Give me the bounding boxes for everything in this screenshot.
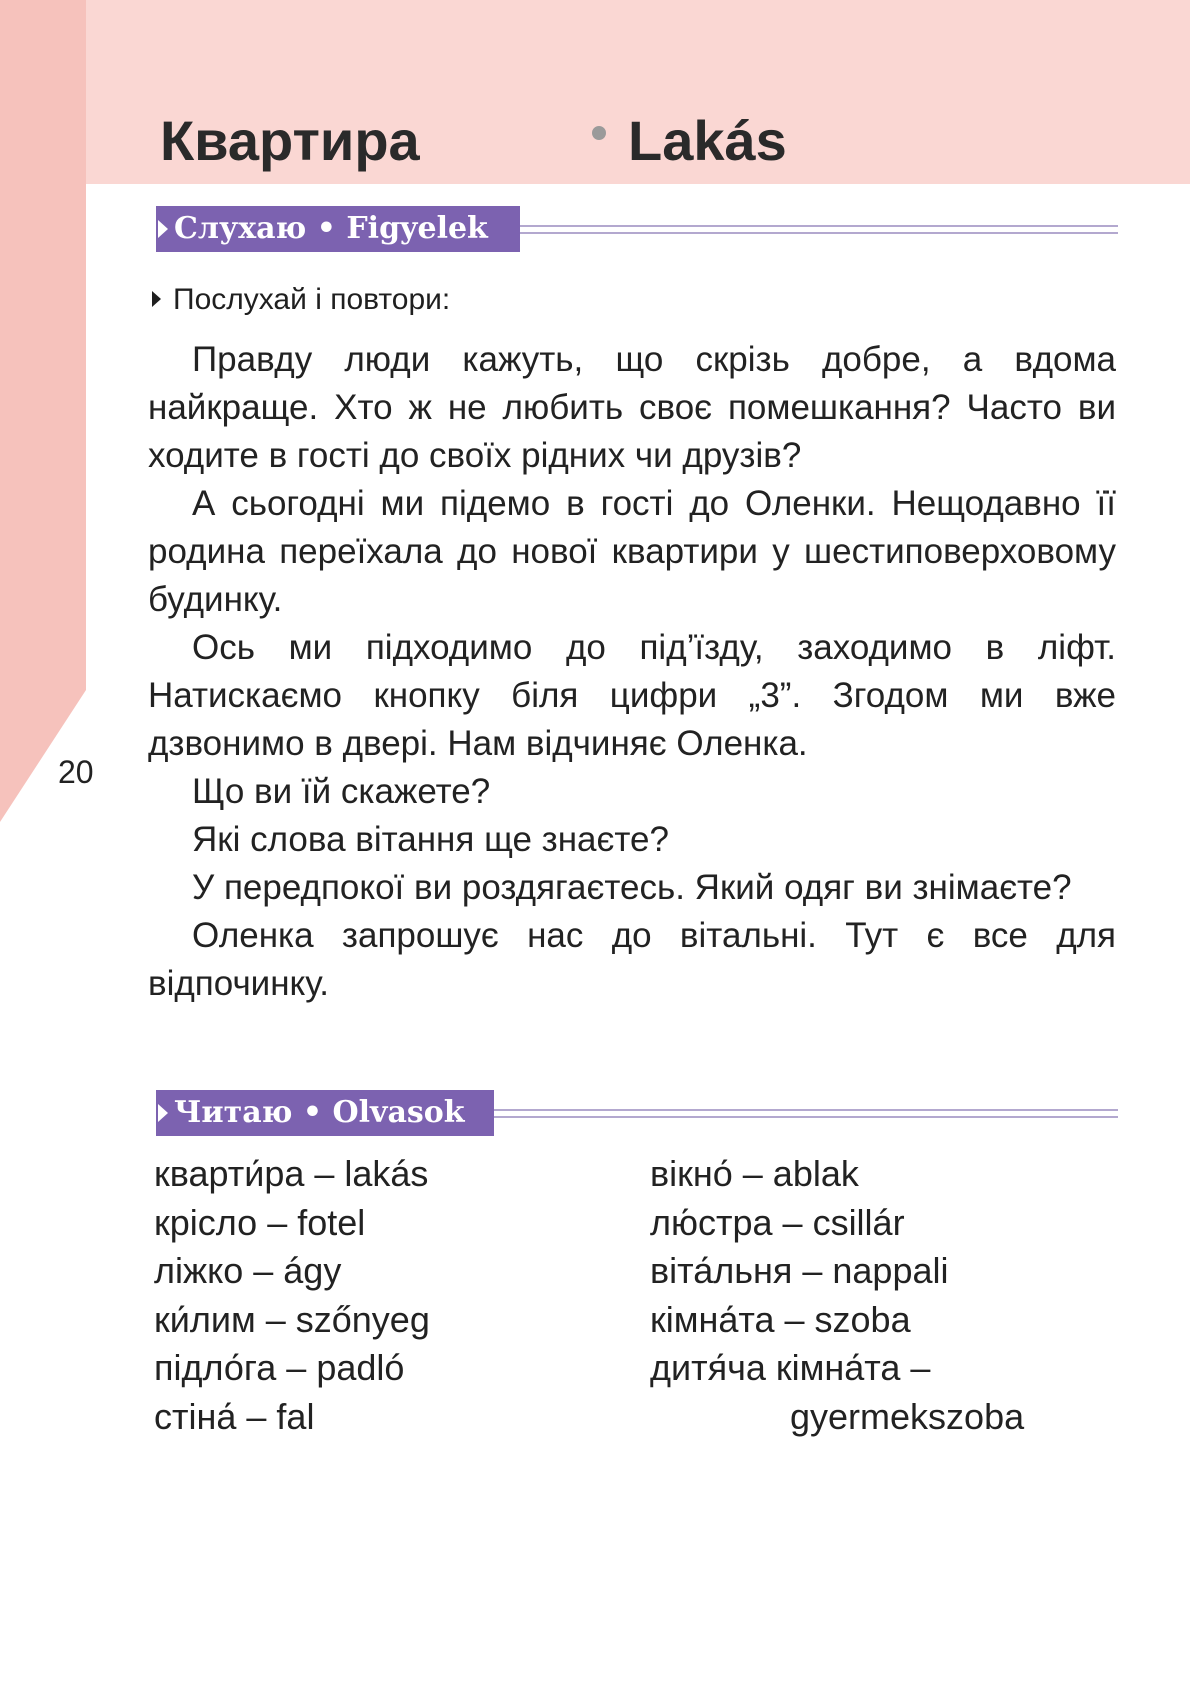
- listen-section-label: Слухаю • Figyelek: [174, 211, 488, 246]
- section-rule: [494, 1116, 1118, 1118]
- story-paragraph: Ось ми підходимо до під’їзду, заходимо в ліфт. Натискаємо кнопку біля цифри „3”. Згодом ми вже дзвонимо в двері. Нам відчиняє Оленка.: [148, 628, 1116, 763]
- story-text: [148, 336, 1116, 1008]
- title-separator-dot: [592, 126, 606, 140]
- story-paragraph: Оленка запрошує нас до вітальні. Тут є все для відпочинку.: [148, 916, 1116, 1003]
- page-title-ukrainian: Квартира: [160, 109, 420, 172]
- read-section-label: Читаю • Olvasok: [174, 1095, 465, 1130]
- story-paragraph: У передпокої ви роздягаєтесь. Який одяг ви знімаєте?: [192, 868, 1072, 907]
- vocabulary-item: стіна́ – fal: [154, 1395, 315, 1437]
- vocabulary-item: лю́стра – csillár: [650, 1201, 905, 1243]
- story-paragraph: Що ви їй скажете?: [192, 772, 491, 811]
- story-paragraph: Які слова вітання ще знаєте?: [192, 820, 669, 859]
- section-rule: [494, 1109, 1118, 1111]
- story-paragraph: Правду люди кажуть, що скрізь добре, а вдома найкраще. Хто ж не любить своє помешкання? Часто ви ходите в гості до своїх рідних чи друзів?: [148, 340, 1116, 475]
- instruction: [152, 280, 450, 320]
- page-number: 20: [58, 754, 94, 790]
- read-section-header: [156, 1090, 494, 1136]
- vocabulary-item: ки́лим – szőnyeg: [154, 1298, 430, 1340]
- bullet-arrow-icon: [152, 291, 161, 307]
- vocabulary-item: віта́льня – nappali: [650, 1250, 949, 1291]
- vocabulary-item-continuation: gyermekszoba: [790, 1395, 1025, 1437]
- vocabulary-item: підло́га – padló: [154, 1347, 405, 1388]
- section-rule: [520, 225, 1118, 227]
- vocabulary-item: ліжко – ágy: [154, 1250, 342, 1291]
- vocabulary-item: крісло – fotel: [154, 1201, 366, 1243]
- instruction-text: Послухай і повтори:: [173, 283, 451, 316]
- vocabulary-item: вікно́ – ablak: [650, 1153, 859, 1194]
- listen-section-header: [156, 206, 520, 252]
- vocabulary-item: кварти́ра – lakás: [154, 1153, 429, 1194]
- vocabulary-item: кімна́та – szoba: [650, 1298, 911, 1340]
- section-rule: [520, 232, 1118, 234]
- arrow-icon: [158, 1104, 168, 1122]
- vocabulary-list-left: [154, 1150, 430, 1441]
- story-paragraph: А сьогодні ми підемо в гості до Оленки. Нещодавно її родина переїхала до нової квартири у шестиповерховому будинку.: [148, 484, 1116, 619]
- side-band: [0, 0, 86, 822]
- arrow-icon: [158, 220, 168, 238]
- vocabulary-item: дитя́ча кімна́та –: [650, 1347, 931, 1388]
- page-title-hungarian: Lakás: [628, 109, 787, 172]
- vocabulary-list-right: [650, 1150, 1024, 1441]
